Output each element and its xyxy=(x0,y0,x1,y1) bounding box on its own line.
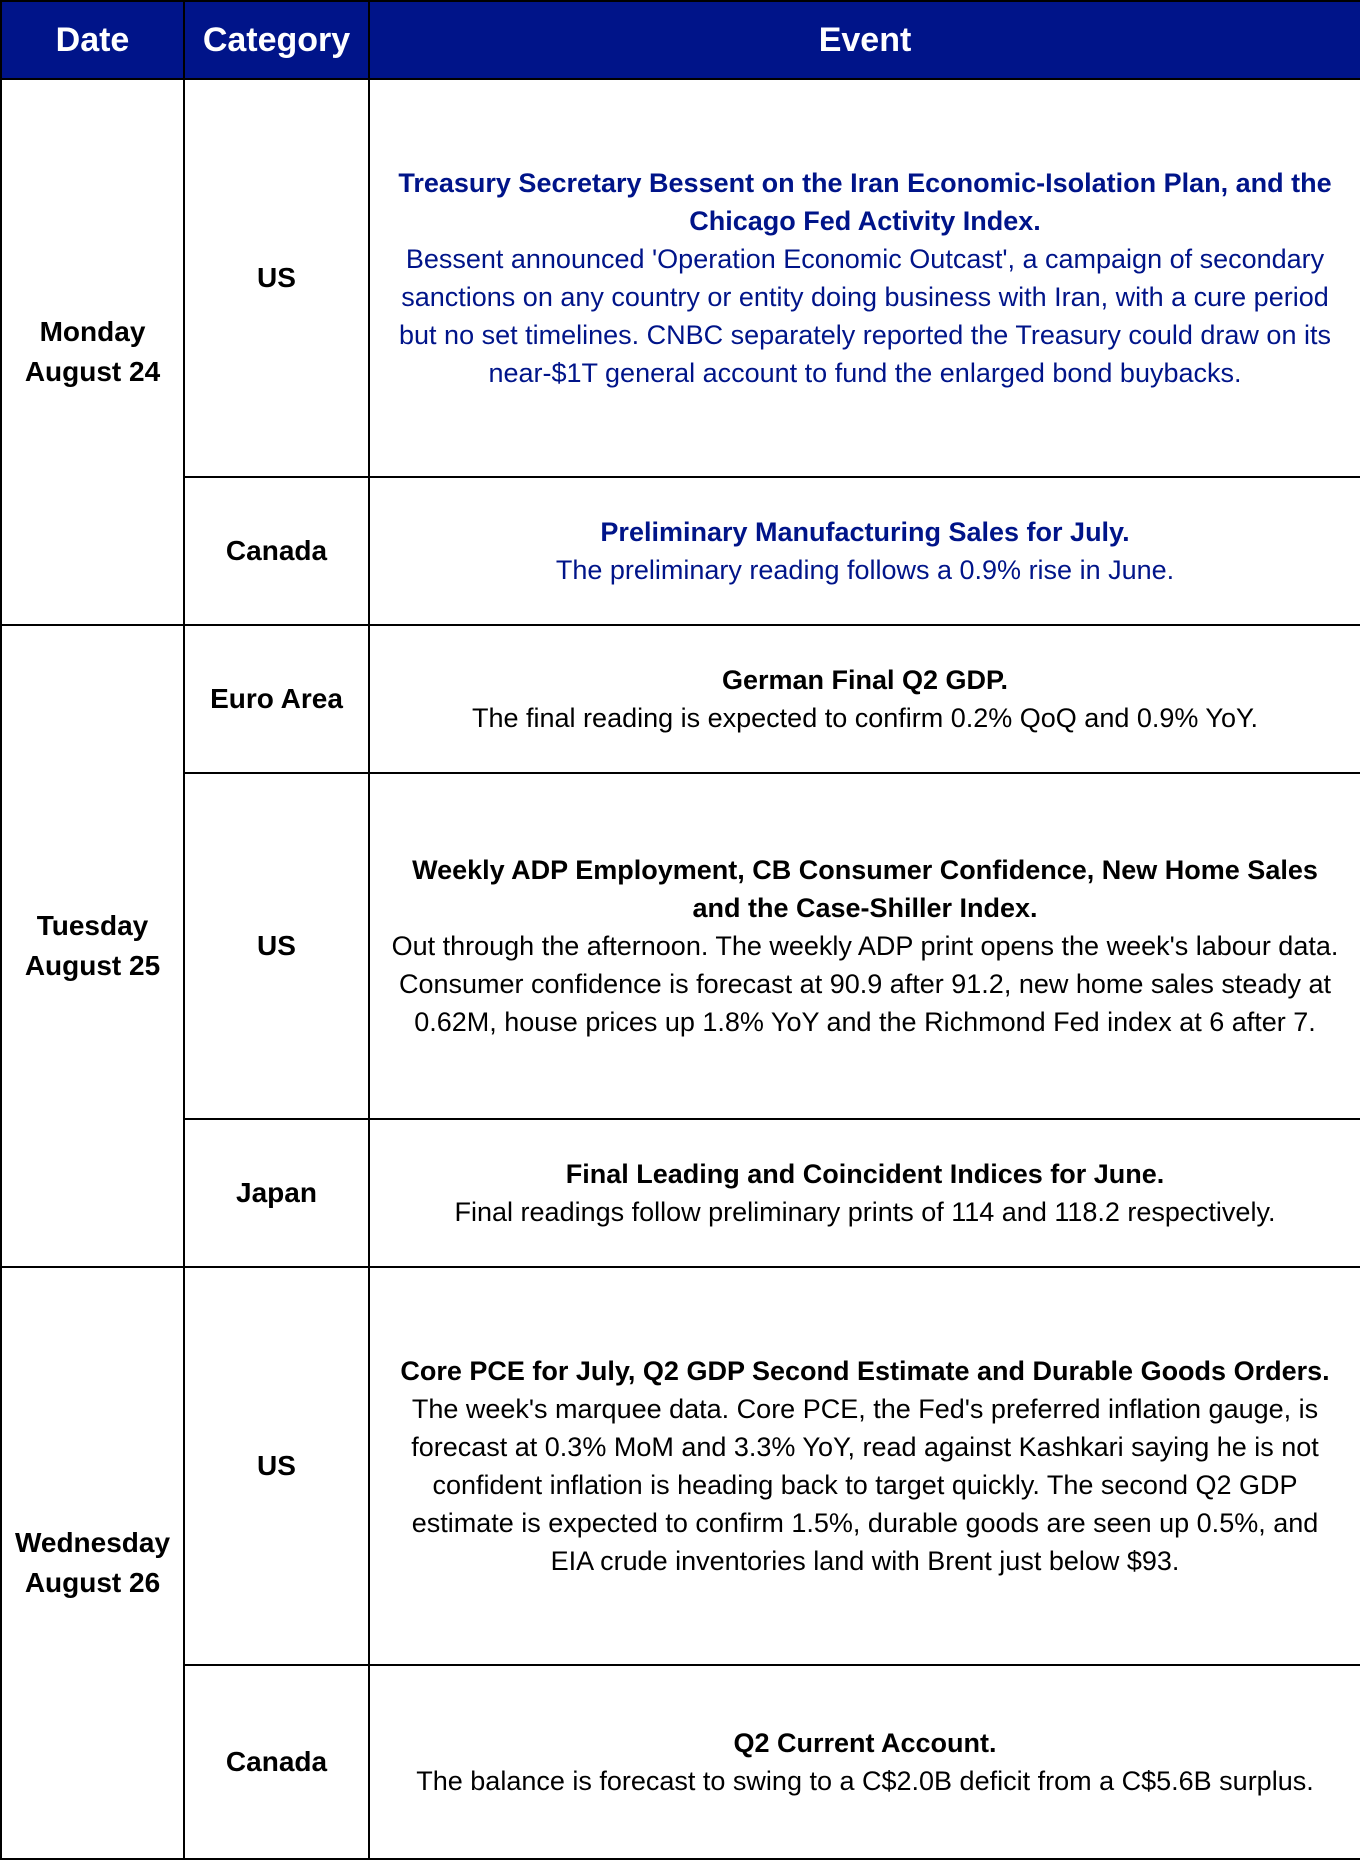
table-row xyxy=(1,625,1360,773)
date-cell xyxy=(1,625,184,1267)
event-description: Bessent announced 'Operation Economic Outcast', a campaign of secondary sanctions on any country or entity doing business with Iran, with a cure period but no set timelines. CNBC separately reported the Treasury could draw on its near-$1T general account to fund the enlarged bond buybacks. xyxy=(399,244,1331,388)
table-row xyxy=(1,1119,1360,1267)
event-description: The preliminary reading follows a 0.9% rise in June. xyxy=(555,555,1175,585)
category-column-header: Category xyxy=(184,1,369,79)
date-cell xyxy=(1,79,184,625)
event-cell xyxy=(369,1267,1360,1665)
event-title: Q2 Current Account. xyxy=(733,1728,997,1758)
event-title: German Final Q2 GDP. xyxy=(721,665,1009,695)
category-cell: Canada xyxy=(184,1665,369,1859)
category-cell: US xyxy=(184,773,369,1119)
table-row xyxy=(1,1267,1360,1665)
event-title: Preliminary Manufacturing Sales for July. xyxy=(600,517,1130,547)
table-row xyxy=(1,773,1360,1119)
event-title: Treasury Secretary Bessent on the Iran Economic-Isolation Plan, and the Chicago Fed Activity Index. xyxy=(398,168,1332,236)
category-cell: US xyxy=(184,1267,369,1665)
table-row xyxy=(1,477,1360,625)
date-label: August 25 xyxy=(24,950,161,981)
table-header-row xyxy=(1,1,1360,79)
day-label: Tuesday xyxy=(36,910,149,941)
date-cell xyxy=(1,1267,184,1859)
category-cell: US xyxy=(184,79,369,477)
event-title: Core PCE for July, Q2 GDP Second Estimate and Durable Goods Orders. xyxy=(400,1356,1330,1386)
event-title: Final Leading and Coincident Indices for June. xyxy=(565,1159,1165,1189)
category-cell: Canada xyxy=(184,477,369,625)
day-label: Wednesday xyxy=(14,1527,171,1558)
event-column-header: Event xyxy=(369,1,1360,79)
event-cell xyxy=(369,773,1360,1119)
table-row xyxy=(1,1665,1360,1859)
date-column-header: Date xyxy=(1,1,184,79)
event-cell xyxy=(369,79,1360,477)
event-description: Final readings follow preliminary prints of 114 and 118.2 respectively. xyxy=(454,1197,1276,1227)
event-cell xyxy=(369,477,1360,625)
date-label: August 26 xyxy=(24,1567,161,1598)
event-cell xyxy=(369,1665,1360,1859)
event-title: Weekly ADP Employment, CB Consumer Confidence, New Home Sales and the Case-Shiller Index. xyxy=(412,855,1318,923)
category-cell: Euro Area xyxy=(184,625,369,773)
day-label: Monday xyxy=(39,316,146,347)
table-row xyxy=(1,79,1360,477)
event-cell xyxy=(369,1119,1360,1267)
event-description: Out through the afternoon. The weekly ADP print opens the week's labour data. Consumer confidence is forecast at 90.9 after 91.2, new home sales steady at 0.62M, house prices up 1.8% YoY and the Richmond Fed index at 6 after 7. xyxy=(391,931,1339,1037)
event-description: The week's marquee data. Core PCE, the Fed's preferred inflation gauge, is forecast at 0.3% MoM and 3.3% YoY, read against Kashkari saying he is not confident inflation is heading back to target quickly. The second Q2 GDP estimate is expected to confirm 1.5%, durable goods are seen up 0.5%, and EIA crude inventories land with Brent just below $93. xyxy=(411,1394,1319,1576)
event-cell xyxy=(369,625,1360,773)
event-description: The final reading is expected to confirm 0.2% QoQ and 0.9% YoY. xyxy=(472,703,1258,733)
date-label: August 24 xyxy=(24,356,161,387)
event-description: The balance is forecast to swing to a C$2.0B deficit from a C$5.6B surplus. xyxy=(416,1766,1314,1796)
category-cell: Japan xyxy=(184,1119,369,1267)
